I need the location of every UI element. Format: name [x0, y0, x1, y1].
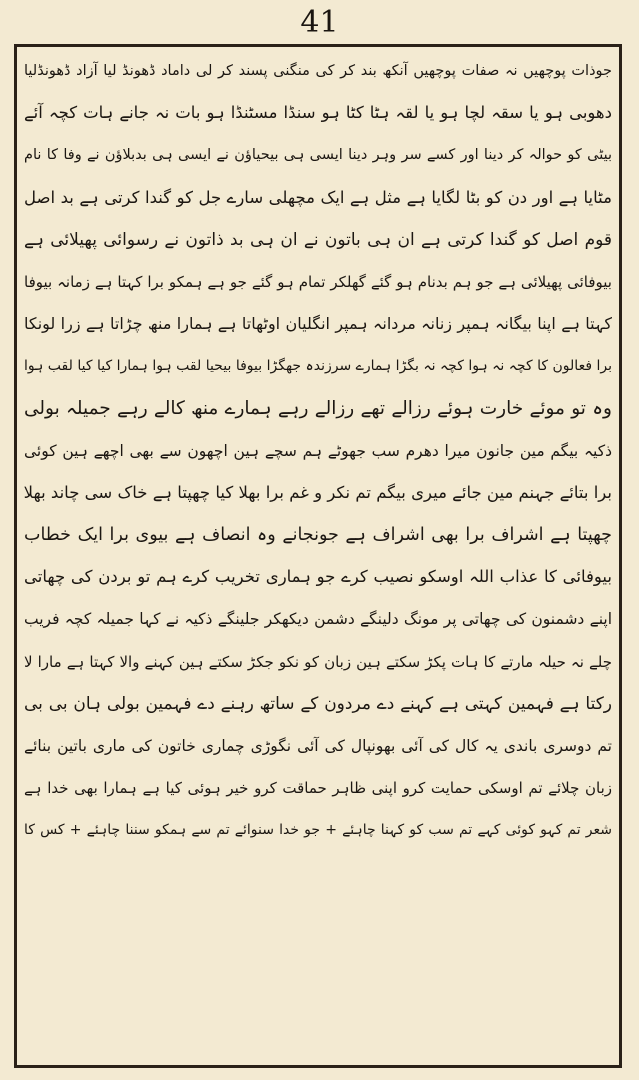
text-line: کہتا ہے اپنا بیگانہ ہمپر زنانہ مردانہ ہمپر انگلیان اوٹھاتا ہے ہمارا منھ چڑاتا ہے زرا لونکا [24, 314, 612, 334]
text-line: تم دوسری باندی یہ کال کی آئی بھونپال کی آئی نگوڑی چماری خاتون کی ماری باتین بنائے [24, 737, 612, 755]
text-line: زبان چلائے تم اوسکی حمایت کرو اپنی ظاہر حماقت کرو خیر ہوئی کیا ہے ہمارا بھی خدا ہے [24, 779, 612, 798]
page-number: 41 [300, 5, 339, 40]
text-line: شعر تم کہو کوئی کہے تم سب کو کہنا چاہئے + جو خدا سنوائے تم سے ہمکو سننا چاہئے + کس کا [24, 822, 612, 839]
text-line: برا بتائے جہنم مین جائے میری بیگم تم نکر و غم برا بھلا کیا چھپتا ہے خاک سی چاند بھلا [23, 482, 612, 502]
text-line: بیوفائی کا عذاب اللہ اوسکو نصیب کرے جو ہماری تخریب کرے ہم تو بردن کی چھاتی [24, 567, 612, 587]
text-line: رکتا ہے فہمین کہتی ہے کہنے دے مردون کے ساتھ رہنے دے فہمین بولی ہان بی بی [24, 693, 612, 714]
text-line: چھپتا ہے اشراف برا بھی اشراف ہے جونجانے وہ انصاف ہے بیوی برا ایک خطاب [24, 525, 612, 546]
text-line: دھوبی ہو یا سقہ لچا ہو یا لقہ ہٹا کٹا ہو سنڈا مسٹنڈا ہو بات نہ جانے ہات کچہ آئے [24, 103, 612, 123]
text-line: چلے نہ حیلہ مارتے کا ہات پکڑ سکتے ہین زبان کو نکو جکڑ سکتے ہین کہنے والا کہتا ہے مارا لا [24, 652, 612, 671]
text-line: قوم اصل کو گندا کرتی ہے ان ہی باتون نے ان ہی بد ذاتون نے رسوائی پھیلائی ہے [24, 229, 612, 250]
text-line: بیٹی کو حوالہ کر دینا اور کسے سر وہر دینا ایسی ہی بیحیاؤن نے ایسی ہی بدبلاؤن نے وفا کا نام [24, 147, 612, 164]
text-line: اپنے دشمنون کی چھاتی پر مونگ دلینگے دشمن دیکھکر جلینگے ذکیہ نے کہا جمیلہ کچہ فریب [24, 610, 612, 629]
text-line: وہ تو موئے خارت ہوئے رزالے تھے رزالے رہے ہمارے منھ کالے رہے جمیلہ بولی [24, 397, 612, 419]
text-line: ذکیہ بیگم مین جانون میرا دھرم سب جھوٹے ہم سچے ہین اچھون سے بھی اچھے ہین کوئی [24, 441, 612, 460]
text-line: برا فعالون کا کچہ نہ ہوا کچہ نہ بگڑا ہمارے سرزندہ جھگڑا بیوفا بیحیا لقب ہوا ہمارا کیا کیا لقب ہوا [24, 358, 612, 375]
text-block [20, 50, 616, 1062]
text-line: بیوفائی پھیلائی ہے جو ہم بدنام ہو گئے گھلکر تمام ہو گئے جو ہے ہمکو برا کہتا ہے زمانہ بیوفا [24, 272, 612, 291]
text-line: جوذات پوچھیں نہ صفات پوچھیں آنکھ بند کر کی منگنی پسند کر لی داماد ڈھونڈ لیا آزاد ڈھونڈلیا [24, 63, 612, 79]
text-line: مٹایا ہے اور دن کو بٹا لگایا ہے مثل ہے ایک مچھلی سارے جل کو گندا کرتی ہے بد اصل [24, 187, 612, 207]
